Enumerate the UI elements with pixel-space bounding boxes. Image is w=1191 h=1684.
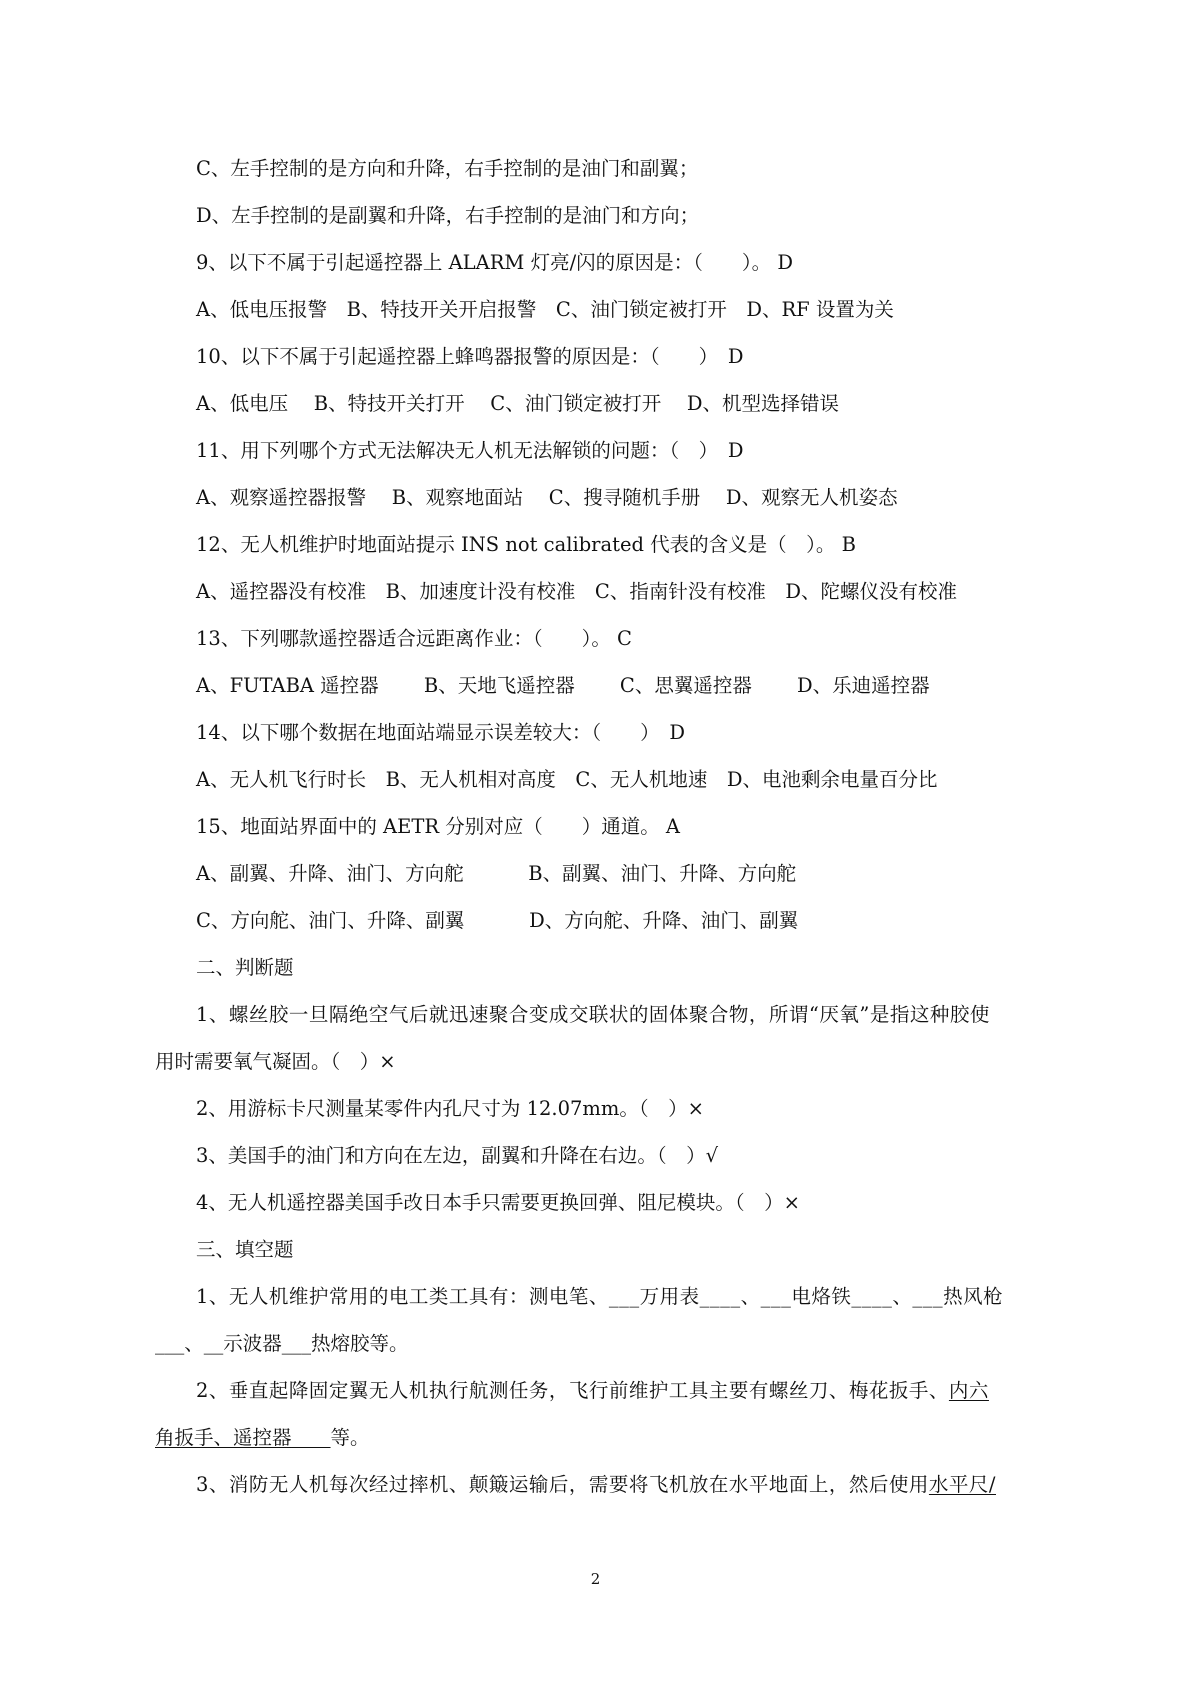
option-line: A、遥控器没有校准 B、加速度计没有校准 C、指南针没有校准 D、陀螺仪没有校准 bbox=[196, 580, 957, 603]
page-content bbox=[155, 158, 1045, 1521]
question-line: 1、无人机维护常用的电工类工具有：测电笔、___万用表____、___电烙铁____、___热风枪 bbox=[196, 1285, 1004, 1308]
option-line: C、左手控制的是方向和升降，右手控制的是油门和副翼； bbox=[196, 157, 699, 180]
page-number: 2 bbox=[590, 1570, 601, 1588]
question-continuation bbox=[155, 1427, 1045, 1474]
question-line: 15、地面站界面中的 AETR 分别对应（ ）通道。 A bbox=[196, 815, 680, 838]
question-text: 2、垂直起降固定翼无人机执行航测任务，飞行前维护工具主要有螺丝刀、梅花扳手、 bbox=[196, 1379, 949, 1402]
question-line: 14、以下哪个数据在地面站端显示误差较大：（ ） D bbox=[196, 721, 685, 744]
question-line: 13、下列哪款遥控器适合远距离作业：（ ）。 C bbox=[196, 627, 632, 650]
question-text: 等。 bbox=[330, 1426, 370, 1449]
option-line: C、方向舵、油门、升降、副翼 D、方向舵、升降、油门、副翼 bbox=[196, 909, 799, 932]
question-continuation: ___、__示波器___热熔胶等。 bbox=[155, 1332, 409, 1355]
question-line: 11、用下列哪个方式无法解决无人机无法解锁的问题：（ ） D bbox=[196, 439, 744, 462]
question-line: 3、美国手的油门和方向在左边，副翼和升降在右边。（ ）√ bbox=[196, 1144, 719, 1167]
question-line bbox=[155, 1474, 1045, 1521]
question-line: 2、用游标卡尺测量某零件内孔尺寸为 12.07mm。（ ）× bbox=[196, 1097, 705, 1120]
section-heading: 二、判断题 bbox=[196, 956, 294, 979]
question-continuation: 用时需要氧气凝固。（ ）× bbox=[155, 1050, 396, 1073]
question-line: 12、无人机维护时地面站提示 INS not calibrated 代表的含义是（ ）。 B bbox=[196, 533, 856, 556]
answer-underline: 水平尺/ bbox=[928, 1473, 996, 1496]
answer-blank bbox=[292, 1426, 331, 1449]
option-line: A、低电压报警 B、特技开关开启报警 C、油门锁定被打开 D、RF 设置为关 bbox=[196, 298, 894, 321]
option-line: A、低电压 B、特技开关打开 C、油门锁定被打开 D、机型选择错误 bbox=[196, 392, 840, 415]
question-text: 3、消防无人机每次经过摔机、颠簸运输后，需要将飞机放在水平地面上，然后使用 bbox=[196, 1473, 929, 1496]
option-line: A、无人机飞行时长 B、无人机相对高度 C、无人机地速 D、电池剩余电量百分比 bbox=[196, 768, 938, 791]
option-line: A、观察遥控器报警 B、观察地面站 C、搜寻随机手册 D、观察无人机姿态 bbox=[196, 486, 898, 509]
option-line: A、FUTABA 遥控器 B、天地飞遥控器 C、思翼遥控器 D、乐迪遥控器 bbox=[196, 674, 930, 697]
answer-underline: 内六 bbox=[948, 1379, 989, 1402]
question-line: 10、以下不属于引起遥控器上蜂鸣器报警的原因是：（ ） D bbox=[196, 345, 744, 368]
question-line: 9、以下不属于引起遥控器上 ALARM 灯亮/闪的原因是：（ ）。 D bbox=[196, 251, 793, 274]
question-line bbox=[155, 1380, 1045, 1427]
question-line: 4、无人机遥控器美国手改日本手只需要更换回弹、阻尼模块。（ ）× bbox=[196, 1191, 800, 1214]
option-line: A、副翼、升降、油门、方向舵 B、副翼、油门、升降、方向舵 bbox=[196, 862, 797, 885]
option-line: D、左手控制的是副翼和升降，右手控制的是油门和方向； bbox=[196, 204, 700, 227]
question-line: 1、螺丝胶一旦隔绝空气后就迅速聚合变成交联状的固体聚合物，所谓“厌氧”是指这种胶使 bbox=[196, 1003, 990, 1026]
answer-underline: 角扳手、遥控器 bbox=[155, 1426, 292, 1449]
section-heading: 三、填空题 bbox=[196, 1238, 294, 1261]
